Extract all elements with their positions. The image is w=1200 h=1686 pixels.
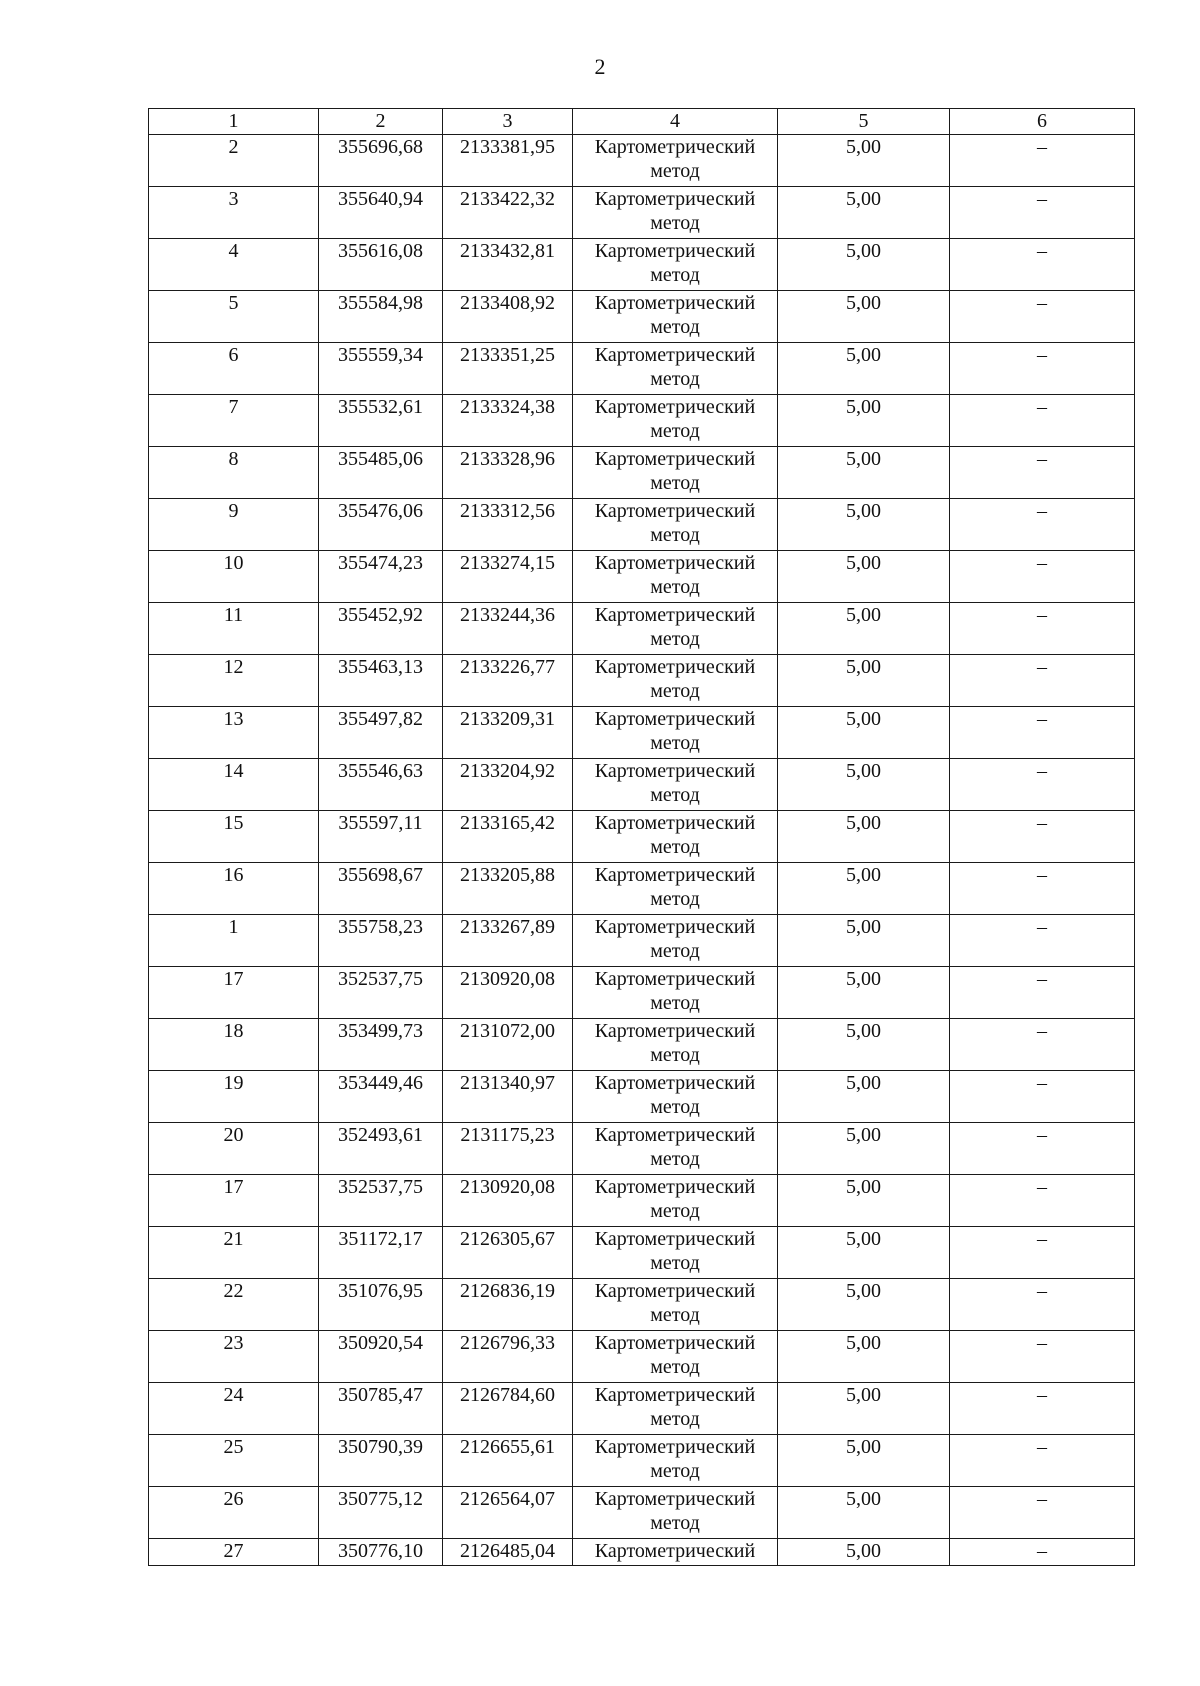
method-cell — [573, 239, 778, 291]
x-coordinate-cell: 355698,67 — [319, 863, 443, 915]
y-coordinate-cell: 2133204,92 — [443, 759, 573, 811]
x-coordinate-cell: 355463,13 — [319, 655, 443, 707]
point-number-cell: 22 — [149, 1279, 319, 1331]
header-col-5: 5 — [778, 109, 950, 135]
x-coordinate-cell: 355476,06 — [319, 499, 443, 551]
method-line-2: метод — [650, 1252, 700, 1274]
point-number-cell: 24 — [149, 1383, 319, 1435]
method-line-1: Картометрический — [594, 1488, 756, 1510]
x-coordinate-cell: 355616,08 — [319, 239, 443, 291]
table-row — [149, 1019, 1135, 1071]
note-cell: – — [950, 1019, 1135, 1071]
method-line-2: метод — [650, 784, 700, 806]
point-number-cell: 15 — [149, 811, 319, 863]
method-line-1: Картометрический — [594, 1384, 756, 1406]
method-line-1: Картометрический — [594, 1176, 756, 1198]
x-coordinate-cell: 353449,46 — [319, 1071, 443, 1123]
table-row — [149, 1175, 1135, 1227]
x-coordinate-cell: 355559,34 — [319, 343, 443, 395]
method-line-1: Картометрический — [594, 344, 756, 366]
x-coordinate-cell: 355696,68 — [319, 135, 443, 187]
point-number-cell: 2 — [149, 135, 319, 187]
note-cell: – — [950, 915, 1135, 967]
method-line-2: метод — [650, 1460, 700, 1482]
y-coordinate-cell: 2133209,31 — [443, 707, 573, 759]
accuracy-cell: 5,00 — [778, 1175, 950, 1227]
accuracy-cell: 5,00 — [778, 239, 950, 291]
method-cell — [573, 447, 778, 499]
table-row — [149, 343, 1135, 395]
note-cell: – — [950, 603, 1135, 655]
note-cell: – — [950, 1331, 1135, 1383]
y-coordinate-cell: 2126655,61 — [443, 1435, 573, 1487]
point-number-cell: 14 — [149, 759, 319, 811]
method-line-1: Картометрический — [594, 552, 756, 574]
y-coordinate-cell: 2126485,04 — [443, 1539, 573, 1566]
method-line-2: метод — [650, 1304, 700, 1326]
accuracy-cell: 5,00 — [778, 1383, 950, 1435]
table-row — [149, 1539, 1135, 1566]
method-line-2: метод — [650, 940, 700, 962]
point-number-cell: 21 — [149, 1227, 319, 1279]
method-line-1: Картометрический — [594, 604, 756, 626]
note-cell: – — [950, 1123, 1135, 1175]
method-line-1: Картометрический — [594, 968, 756, 990]
y-coordinate-cell: 2133226,77 — [443, 655, 573, 707]
method-line-2: метод — [650, 1512, 700, 1534]
table-row — [149, 187, 1135, 239]
x-coordinate-cell: 352537,75 — [319, 967, 443, 1019]
method-cell — [573, 1331, 778, 1383]
method-line-2: метод — [650, 368, 700, 390]
method-line-2: метод — [650, 1200, 700, 1222]
accuracy-cell: 5,00 — [778, 447, 950, 499]
page-number: 2 — [594, 54, 606, 79]
accuracy-cell: 5,00 — [778, 811, 950, 863]
table-row — [149, 1123, 1135, 1175]
accuracy-cell: 5,00 — [778, 187, 950, 239]
y-coordinate-cell: 2133165,42 — [443, 811, 573, 863]
point-number-cell: 9 — [149, 499, 319, 551]
note-cell: – — [950, 655, 1135, 707]
point-number-cell: 16 — [149, 863, 319, 915]
method-cell — [573, 603, 778, 655]
method-cell — [573, 707, 778, 759]
point-number-cell: 23 — [149, 1331, 319, 1383]
method-line-1: Картометрический — [594, 656, 756, 678]
table-row — [149, 707, 1135, 759]
coordinates-table — [148, 108, 1135, 1566]
x-coordinate-cell: 355485,06 — [319, 447, 443, 499]
y-coordinate-cell: 2133324,38 — [443, 395, 573, 447]
method-cell — [573, 395, 778, 447]
method-cell — [573, 759, 778, 811]
method-line-2: метод — [650, 420, 700, 442]
y-coordinate-cell: 2133244,36 — [443, 603, 573, 655]
method-line-1: Картометрический — [594, 396, 756, 418]
accuracy-cell: 5,00 — [778, 291, 950, 343]
method-line-2: метод — [650, 680, 700, 702]
note-cell: – — [950, 811, 1135, 863]
note-cell: – — [950, 863, 1135, 915]
method-line-2: метод — [650, 732, 700, 754]
table-row — [149, 1279, 1135, 1331]
note-cell: – — [950, 967, 1135, 1019]
point-number-cell: 7 — [149, 395, 319, 447]
y-coordinate-cell: 2133408,92 — [443, 291, 573, 343]
method-cell — [573, 1487, 778, 1539]
point-number-cell: 17 — [149, 1175, 319, 1227]
y-coordinate-cell: 2133274,15 — [443, 551, 573, 603]
note-cell: – — [950, 1175, 1135, 1227]
note-cell: – — [950, 1435, 1135, 1487]
accuracy-cell: 5,00 — [778, 1019, 950, 1071]
accuracy-cell: 5,00 — [778, 135, 950, 187]
x-coordinate-cell: 355546,63 — [319, 759, 443, 811]
x-coordinate-cell: 353499,73 — [319, 1019, 443, 1071]
method-cell — [573, 811, 778, 863]
x-coordinate-cell: 355452,92 — [319, 603, 443, 655]
method-cell — [573, 187, 778, 239]
method-line-1: Картометрический — [594, 1020, 756, 1042]
method-cell — [573, 135, 778, 187]
accuracy-cell: 5,00 — [778, 759, 950, 811]
point-number-cell: 27 — [149, 1539, 319, 1566]
method-line-1: Картометрический — [594, 812, 756, 834]
y-coordinate-cell: 2133432,81 — [443, 239, 573, 291]
table-row — [149, 759, 1135, 811]
table-row — [149, 551, 1135, 603]
y-coordinate-cell: 2133205,88 — [443, 863, 573, 915]
table-row — [149, 915, 1135, 967]
accuracy-cell: 5,00 — [778, 499, 950, 551]
method-line-1: Картометрический — [594, 240, 756, 262]
y-coordinate-cell: 2133328,96 — [443, 447, 573, 499]
table-row — [149, 447, 1135, 499]
method-line-1: Картометрический — [594, 500, 756, 522]
table-row — [149, 1435, 1135, 1487]
table-row — [149, 1071, 1135, 1123]
x-coordinate-cell: 350776,10 — [319, 1539, 443, 1566]
method-cell — [573, 967, 778, 1019]
point-number-cell: 4 — [149, 239, 319, 291]
method-line-2: метод — [650, 1148, 700, 1170]
note-cell: – — [950, 447, 1135, 499]
method-line-2: метод — [650, 576, 700, 598]
method-line-2: метод — [650, 160, 700, 182]
method-cell — [573, 1279, 778, 1331]
accuracy-cell: 5,00 — [778, 1435, 950, 1487]
method-line-1: Картометрический — [594, 1072, 756, 1094]
method-cell — [573, 1019, 778, 1071]
y-coordinate-cell: 2126836,19 — [443, 1279, 573, 1331]
header-col-6: 6 — [950, 109, 1135, 135]
point-number-cell: 17 — [149, 967, 319, 1019]
method-line-2: метод — [650, 1096, 700, 1118]
table-header — [149, 109, 1135, 135]
method-line-1: Картометрический — [594, 1280, 756, 1302]
method-cell — [573, 499, 778, 551]
note-cell: – — [950, 759, 1135, 811]
note-cell: – — [950, 1071, 1135, 1123]
method-line-2: метод — [650, 1408, 700, 1430]
note-cell: – — [950, 1227, 1135, 1279]
method-cell — [573, 551, 778, 603]
method-line-1: Картометрический — [594, 188, 756, 210]
header-col-1: 1 — [149, 109, 319, 135]
accuracy-cell: 5,00 — [778, 343, 950, 395]
point-number-cell: 11 — [149, 603, 319, 655]
accuracy-cell: 5,00 — [778, 1071, 950, 1123]
y-coordinate-cell: 2130920,08 — [443, 1175, 573, 1227]
y-coordinate-cell: 2126305,67 — [443, 1227, 573, 1279]
accuracy-cell: 5,00 — [778, 1331, 950, 1383]
note-cell: – — [950, 1279, 1135, 1331]
x-coordinate-cell: 355640,94 — [319, 187, 443, 239]
y-coordinate-cell: 2126564,07 — [443, 1487, 573, 1539]
method-line-1: Картометрический — [594, 760, 756, 782]
x-coordinate-cell: 355474,23 — [319, 551, 443, 603]
method-line-2: метод — [650, 212, 700, 234]
method-line-1: Картометрический — [594, 1228, 756, 1250]
accuracy-cell: 5,00 — [778, 1487, 950, 1539]
accuracy-cell: 5,00 — [778, 1227, 950, 1279]
accuracy-cell: 5,00 — [778, 395, 950, 447]
note-cell: – — [950, 1487, 1135, 1539]
method-line-1: Картометрический — [594, 864, 756, 886]
point-number-cell: 18 — [149, 1019, 319, 1071]
table-row — [149, 811, 1135, 863]
point-number-cell: 19 — [149, 1071, 319, 1123]
point-number-cell: 8 — [149, 447, 319, 499]
table-row — [149, 1331, 1135, 1383]
note-cell: – — [950, 395, 1135, 447]
table-row — [149, 395, 1135, 447]
method-cell — [573, 863, 778, 915]
table-row — [149, 239, 1135, 291]
note-cell: – — [950, 291, 1135, 343]
method-cell — [573, 655, 778, 707]
x-coordinate-cell: 350785,47 — [319, 1383, 443, 1435]
y-coordinate-cell: 2126796,33 — [443, 1331, 573, 1383]
header-col-2: 2 — [319, 109, 443, 135]
method-line-2: метод — [650, 992, 700, 1014]
table-body — [149, 135, 1135, 1566]
point-number-cell: 26 — [149, 1487, 319, 1539]
method-cell — [573, 1435, 778, 1487]
y-coordinate-cell: 2131340,97 — [443, 1071, 573, 1123]
accuracy-cell: 5,00 — [778, 707, 950, 759]
x-coordinate-cell: 350920,54 — [319, 1331, 443, 1383]
method-cell — [573, 1071, 778, 1123]
method-line-2: метод — [650, 628, 700, 650]
method-cell: Картометрический — [573, 1539, 778, 1566]
y-coordinate-cell: 2133381,95 — [443, 135, 573, 187]
accuracy-cell: 5,00 — [778, 655, 950, 707]
note-cell: – — [950, 1383, 1135, 1435]
note-cell: – — [950, 551, 1135, 603]
x-coordinate-cell: 350790,39 — [319, 1435, 443, 1487]
method-line-1: Картометрический — [594, 1436, 756, 1458]
table-row — [149, 499, 1135, 551]
method-line-1: Картометрический — [594, 708, 756, 730]
method-cell — [573, 291, 778, 343]
method-line-1: Картометрический — [594, 1124, 756, 1146]
x-coordinate-cell: 351172,17 — [319, 1227, 443, 1279]
header-col-4: 4 — [573, 109, 778, 135]
x-coordinate-cell: 351076,95 — [319, 1279, 443, 1331]
accuracy-cell: 5,00 — [778, 1279, 950, 1331]
method-line-2: метод — [650, 836, 700, 858]
method-line-2: метод — [650, 888, 700, 910]
x-coordinate-cell: 355597,11 — [319, 811, 443, 863]
method-line-1: Картометрический — [594, 1332, 756, 1354]
method-line-1: Картометрический — [594, 448, 756, 470]
table-row — [149, 291, 1135, 343]
note-cell: – — [950, 1539, 1135, 1566]
point-number-cell: 20 — [149, 1123, 319, 1175]
point-number-cell: 13 — [149, 707, 319, 759]
accuracy-cell: 5,00 — [778, 915, 950, 967]
y-coordinate-cell: 2130920,08 — [443, 967, 573, 1019]
point-number-cell: 1 — [149, 915, 319, 967]
y-coordinate-cell: 2133422,32 — [443, 187, 573, 239]
y-coordinate-cell: 2131175,23 — [443, 1123, 573, 1175]
note-cell: – — [950, 707, 1135, 759]
y-coordinate-cell: 2133267,89 — [443, 915, 573, 967]
x-coordinate-cell: 352537,75 — [319, 1175, 443, 1227]
accuracy-cell: 5,00 — [778, 863, 950, 915]
method-cell — [573, 343, 778, 395]
table-row — [149, 135, 1135, 187]
method-line-2: метод — [650, 316, 700, 338]
x-coordinate-cell: 352493,61 — [319, 1123, 443, 1175]
point-number-cell: 10 — [149, 551, 319, 603]
method-cell — [573, 1383, 778, 1435]
accuracy-cell: 5,00 — [778, 967, 950, 1019]
table-row — [149, 967, 1135, 1019]
method-line-2: метод — [650, 1356, 700, 1378]
table-row — [149, 1487, 1135, 1539]
table-row — [149, 655, 1135, 707]
method-cell — [573, 1123, 778, 1175]
accuracy-cell: 5,00 — [778, 1123, 950, 1175]
header-col-3: 3 — [443, 109, 573, 135]
note-cell: – — [950, 239, 1135, 291]
accuracy-cell: 5,00 — [778, 551, 950, 603]
note-cell: – — [950, 499, 1135, 551]
note-cell: – — [950, 343, 1135, 395]
method-cell — [573, 915, 778, 967]
method-line-2: метод — [650, 524, 700, 546]
table-row — [149, 1227, 1135, 1279]
x-coordinate-cell: 355584,98 — [319, 291, 443, 343]
y-coordinate-cell: 2126784,60 — [443, 1383, 573, 1435]
note-cell: – — [950, 135, 1135, 187]
point-number-cell: 12 — [149, 655, 319, 707]
method-line-2: метод — [650, 1044, 700, 1066]
y-coordinate-cell: 2133351,25 — [443, 343, 573, 395]
method-cell — [573, 1227, 778, 1279]
header-row — [149, 109, 1135, 135]
table-row — [149, 863, 1135, 915]
point-number-cell: 3 — [149, 187, 319, 239]
point-number-cell: 25 — [149, 1435, 319, 1487]
x-coordinate-cell: 355758,23 — [319, 915, 443, 967]
note-cell: – — [950, 187, 1135, 239]
x-coordinate-cell: 355532,61 — [319, 395, 443, 447]
table-row — [149, 603, 1135, 655]
accuracy-cell: 5,00 — [778, 1539, 950, 1566]
point-number-cell: 5 — [149, 291, 319, 343]
method-line-2: метод — [650, 264, 700, 286]
y-coordinate-cell: 2133312,56 — [443, 499, 573, 551]
method-line-2: метод — [650, 472, 700, 494]
table-row — [149, 1383, 1135, 1435]
method-line-1: Картометрический — [594, 916, 756, 938]
method-line-1: Картометрический — [594, 136, 756, 158]
x-coordinate-cell: 350775,12 — [319, 1487, 443, 1539]
accuracy-cell: 5,00 — [778, 603, 950, 655]
y-coordinate-cell: 2131072,00 — [443, 1019, 573, 1071]
point-number-cell: 6 — [149, 343, 319, 395]
method-cell — [573, 1175, 778, 1227]
method-line-1: Картометрический — [594, 292, 756, 314]
x-coordinate-cell: 355497,82 — [319, 707, 443, 759]
